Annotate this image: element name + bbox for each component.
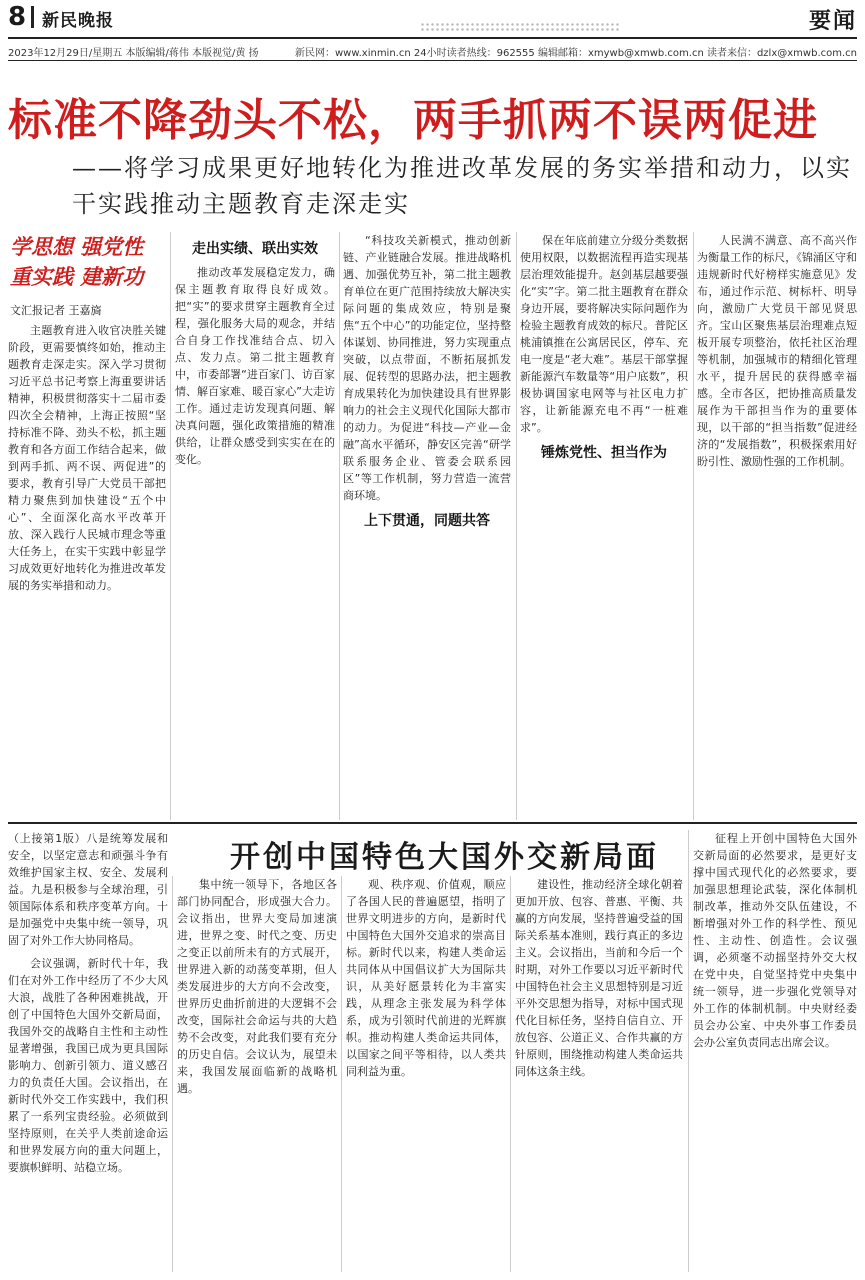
story2-column-4 [515, 876, 683, 1272]
story1-col1-text: 主题教育进入收官决胜关键阶段，更需要慎终如始，推动主题教育走深走实。深入学习贯彻习近平总书记考察上海重要讲话精神，积极贯彻落实十二届市委四次全会精神，上海正按照“坚持标准不降、劲头不松，抓主题教育和各方面工作结合起来，做到两手抓、两不误、两促进”的要求，教育引导广大党员干部把精力聚焦到加快建设“五个中心”、全面深化高水平改革开放、深入践行人民城市理念等重大任务上，在实干实践中彰显学习成效更好地转化为推进改革发展的务实举措和动力。 [8, 324, 166, 592]
story2-col2-text: 集中统一领导下，各地区各部门协同配合，形成强大合力。会议指出，世界大变局加速演进，世界之变、时代之变、历史之变正以前所未有的方式展开，世界进入新的动荡变革期，但人类发展进步的大方向不会改变，世界历史曲折前进的大逻辑不会改变，国际社会命运与共的大趋势不会改变，对此我们要有充分的历史自信。会议认为，展望未来，我国发展面临新的战略机遇。 [177, 878, 337, 1095]
contact-info: 新民网：www.xinmin.cn 24小时读者热线：962555 编辑邮箱：xmywb@xmwb.com.cn 读者来信：dzlx@xmwb.com.cn [294, 48, 857, 59]
masthead [0, 0, 865, 62]
story1-column-3 [343, 232, 511, 818]
story1-headline: 标准不降劲头不松，两手抓两不误两促进 [8, 95, 818, 146]
topic-line-2: 重实践 建新功 [10, 264, 144, 289]
story2-intro: （上接第1版）八是统筹发展和安全，以坚定意志和顽强斗争有效维护国家主权、安全、发展利益。九是积极参与全球治理，引领国际体系和秩序变革方向。十是加强党中央集中统一领导，巩固了对外工作大协同格局。 [8, 832, 168, 947]
story1-subhead-2: 上下贯通，同题共答 [364, 513, 490, 529]
story1-column-4 [520, 232, 688, 818]
story1-subhead: ——将学习成果更好地转化为推进改革发展的务实举措和动力，以实干实践推动主题教育走深走实 [72, 154, 852, 218]
dateline: 2023年12月29日/星期五 本版编辑/蒋伟 本版视觉/黄 扬 [8, 48, 259, 59]
story2-col4-text: 建设性，推动经济全球化朝着更加开放、包容、普惠、平衡、共赢的方向发展，坚持普遍受益的国际关系基本准则，践行真正的多边主义。会议指出，当前和今后一个时期，对外工作要以习近平新时代中国特色社会主义思想特别是习近平外交思想为指导，对标中国式现代化目标任务，坚持自信自立、开放包容、公道正义、合作共赢的方针原则，围绕推动构建人类命运共同体这条主线。 [515, 878, 683, 1078]
page-number: 8 [8, 2, 27, 32]
story2-column-1 [8, 830, 168, 1270]
story2-column-3 [346, 876, 506, 1272]
column-divider [688, 830, 689, 1272]
story1-col3-text: “科技攻关新模式，推动创新链、产业链融合发展。推进战略机遇、加强优势互补，第二批主题教育单位在更广范围持续放大解决实际问题的集成效应，特别是聚焦“五个中心”的功能定位，坚持整体谋划、协同推进，努力实现重点突破，以点带面，不断拓展抓发展、促转型的思路办法，把主题教育成果转化为加快建设具有世界影响力的社会主义现代化国际大都市的动力。为促进“科技—产业—金融”高水平循环，静安区完善“研学联系服务企业、管委会联系园区”等工作机制，努力营造一流营商环境。 [343, 234, 511, 502]
story2-col5-text: 征程上开创中国特色大国外交新局面的必然要求，是更好支撑中国式现代化的必然要求，要加强思想理论武装，深化体制机制改革，推动外交队伍建设，不断增强对外工作的科学性、预见性、主动性、创造性。会议强调，必须毫不动摇坚持外交大权在党中央，自觉坚持党中央集中统一领导，进一步强化党领导对外工作的体制机制。中央财经委员会办公室、中央外事工作委员会办公室负责同志出席会议。 [693, 832, 857, 1049]
column-divider [339, 232, 340, 820]
masthead-divider [31, 6, 34, 28]
story1-col4-text: 保在年底前建立分级分类数据使用权限，以数据流程再造实现基层治理效能提升。赵剑基层越要强化“实”字。第二批主题教育在群众身边开展，要将解决实际问题作为检验主题教育成效的标尺。普陀区桃浦镇推在公寓居民区，停车、充电一度是“老大难”。基层干部掌握新能源汽车数量等“用户底数”，积极协调国家电网等与社区电力扩容，让新能源充电不再“一桩难求”。 [520, 234, 688, 434]
column-divider [516, 232, 517, 820]
story2-col1-text: 会议强调，新时代十年，我们在对外工作中经历了不少大风大浪，战胜了各种困难挑战，开创了中国特色大国外交新局面，我国外交的战略自主性和主动性显著增强，我国已成为更具国际影响力、创新引领力、道义感召力的负责任大国。会议指出，在新时代外交工作实践中，我们积累了一系列宝贵经验。必须做到坚持原则，在关乎人类前途命运和世界发展方向的重大问题上，要旗帜鲜明、站稳立场。 [8, 957, 168, 1174]
story2-column-5 [693, 830, 857, 1272]
reporter-byline: 文汇报记者 王嘉旖 [10, 304, 102, 317]
column-divider [693, 232, 694, 820]
topic-banner [10, 232, 160, 292]
story1-column-5 [697, 232, 857, 818]
story-separator [8, 822, 857, 824]
story1-col5-text: 人民满不满意、高不高兴作为衡量工作的标尺，《锦涌区守和违规新时代好榜样实施意见》发布，通过作示范、树标杆、明导向，激励广大党员干部见贤思齐。宝山区聚焦基层治理难点短板开展专项整治，依托社区治理等机制，加强城市的精细化管理水平，提升居民的获得感幸福感。全市各区，把协推高质量发展作为干部担当作为的重要体现，以干部的“担当指数”促进经济的“发展指数”，积极探索用好盼引性、激励性强的工作机制。 [697, 234, 857, 468]
story2-headline: 开创中国特色大国外交新局面 [230, 840, 659, 875]
story1-subhead-1: 走出实绩、联出实效 [192, 241, 318, 257]
story1-subhead-3: 锤炼党性、担当作为 [541, 445, 667, 461]
column-divider [341, 876, 342, 1272]
section-name: 要闻 [808, 9, 857, 34]
column-divider [170, 232, 171, 820]
story1-col2-text: 推动改革发展稳定发力，确保主题教育取得良好成效。把“实”的要求贯穿主题教育全过程，强化服务大局的观念，并结合自身工作找准结合点、切入点、发力点。第二批主题教育中，市委部署“进百家门、访百家情、解百家难、暖百家心”大走访工作。通过走访发现真问题、解决真问题，强化政策措施的精准供给，让群众感受到实实在在的变化。 [175, 266, 335, 466]
topic-line-1: 学思想 强党性 [10, 234, 144, 259]
masthead-dot-pattern [420, 22, 620, 32]
story1-column-2 [175, 232, 335, 818]
story1-column-1 [8, 322, 166, 818]
masthead-rule-bottom [8, 60, 857, 61]
paper-name: 新民晚报 [42, 11, 114, 31]
story2-col3-text: 观、秩序观、价值观，顺应了各国人民的普遍愿望，指明了世界文明进步的方向，是新时代中国特色大国外交追求的崇高目标。新时代以来，构建人类命运共同体从中国倡议扩大为国际共识，从美好愿景转化为丰富实践，从理念主张发展为科学体系，成为引领时代前进的光辉旗帜。推动构建人类命运共同体，以国家之间平等相待，以人类共同利益为重。 [346, 878, 506, 1078]
story2-column-2 [177, 876, 337, 1272]
column-divider [510, 876, 511, 1272]
masthead-rule-top [8, 37, 857, 39]
column-divider [172, 876, 173, 1272]
